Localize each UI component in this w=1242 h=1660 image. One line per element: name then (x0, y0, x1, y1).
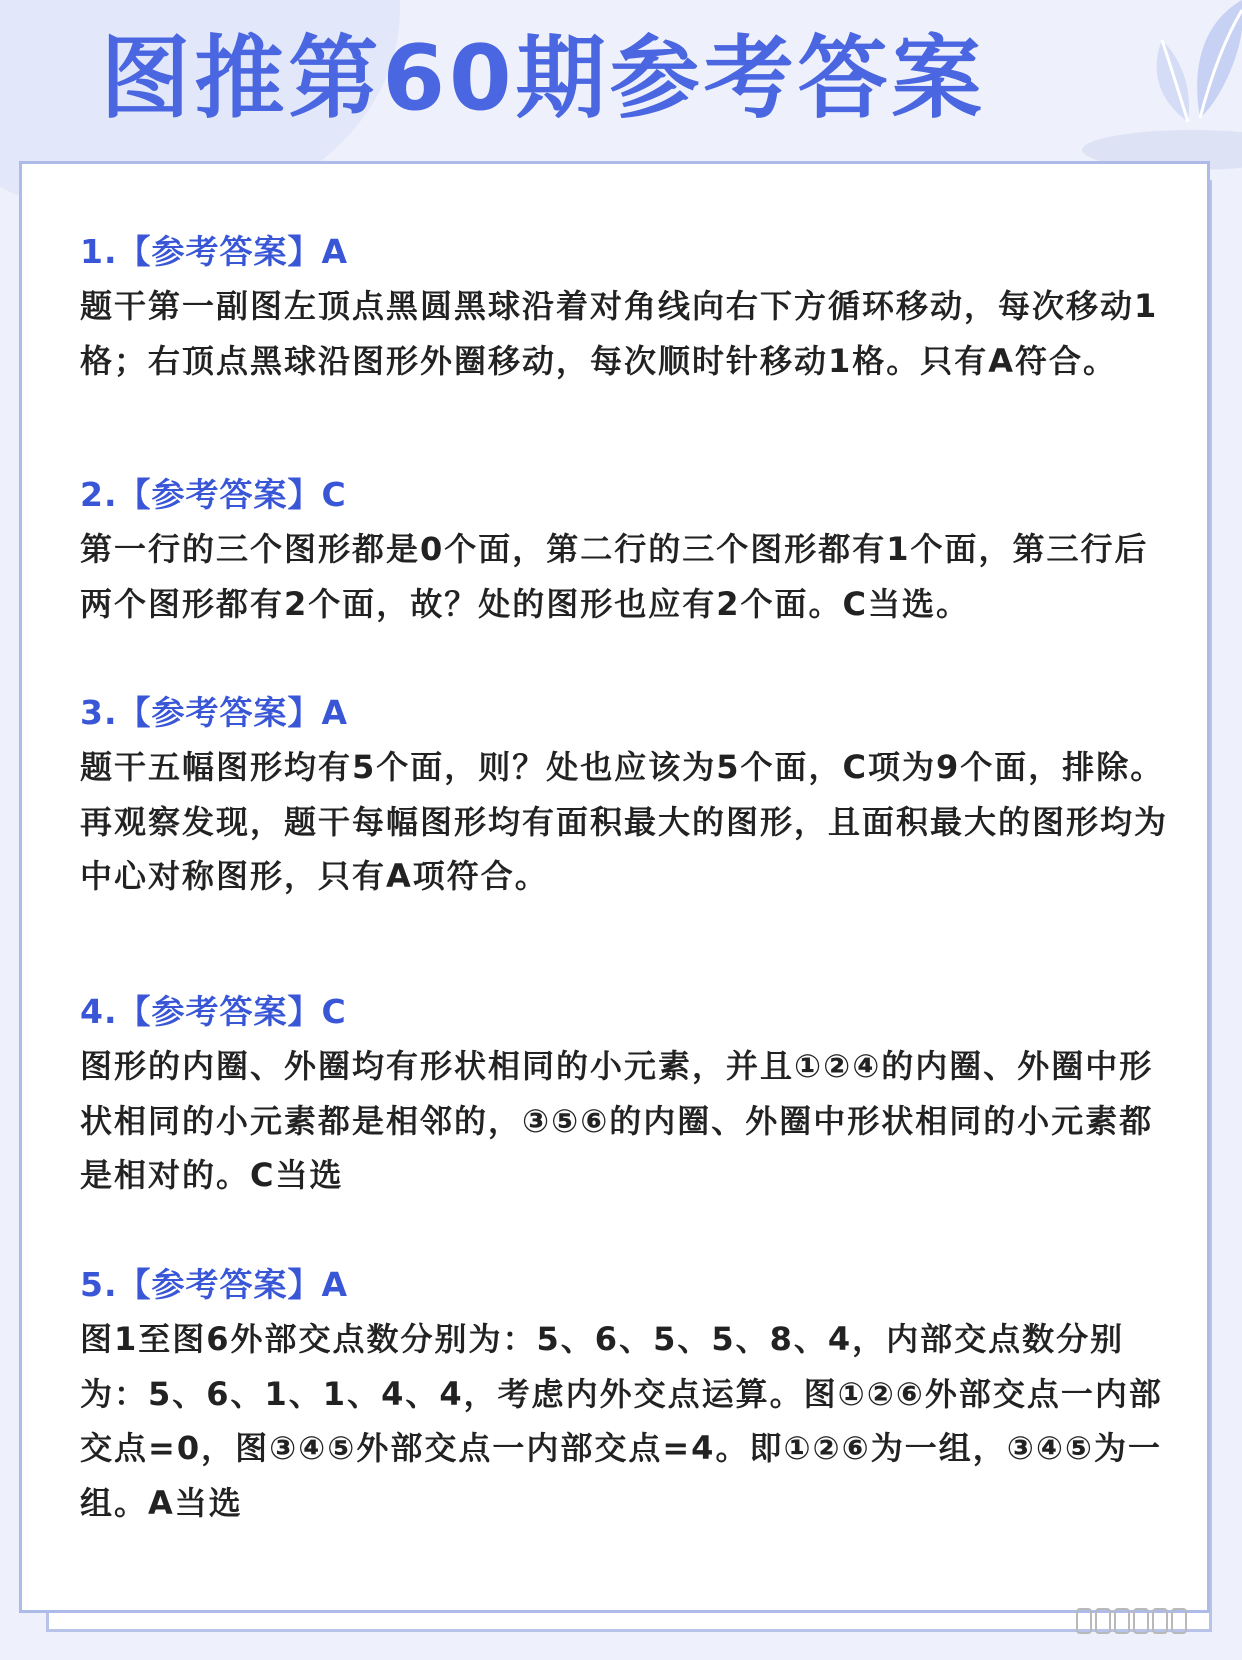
answer-item-3 (80, 686, 1170, 904)
answer-heading: 5.【参考答案】A (80, 1265, 349, 1304)
answer-explanation: 图1至图6外部交点数分别为：5、6、5、5、8、4，内部交点数分别为：5、6、1、1、4、4，考虑内外交点运算。图①②⑥外部交点一内部交点=0，图③④⑤外部交点一内部交点=4。即①②⑥为一组，③④⑤为一组。A当选 (80, 1320, 1163, 1522)
answer-item-2 (80, 468, 1170, 631)
page-title: 图推第60期参考答案 (100, 26, 986, 131)
watermark-icon (1076, 1608, 1206, 1638)
answer-explanation: 题干第一副图左顶点黑圆黑球沿着对角线向右下方循环移动，每次移动1格；右顶点黑球沿图形外圈移动，每次顺时针移动1格。只有A符合。 (80, 287, 1159, 380)
answer-explanation: 第一行的三个图形都是0个面，第二行的三个图形都有1个面，第三行后两个图形都有2个面，故？处的图形也应有2个面。C当选。 (80, 530, 1149, 623)
answer-item-5 (80, 1258, 1170, 1530)
answer-heading: 1.【参考答案】A (80, 232, 349, 271)
answer-item-4 (80, 985, 1170, 1203)
answer-heading: 4.【参考答案】C (80, 992, 347, 1031)
answer-explanation: 图形的内圈、外圈均有形状相同的小元素，并且①②④的内圈、外圈中形状相同的小元素都是相邻的，③⑤⑥的内圈、外圈中形状相同的小元素都是相对的。C当选 (80, 1047, 1154, 1194)
answer-item-1 (80, 225, 1170, 388)
answer-explanation: 题干五幅图形均有5个面，则？处也应该为5个面，C项为9个面，排除。再观察发现，题干每幅图形均有面积最大的图形，且面积最大的图形均为中心对称图形，只有A项符合。 (80, 748, 1169, 895)
answer-heading: 3.【参考答案】A (80, 693, 349, 732)
answer-heading: 2.【参考答案】C (80, 475, 347, 514)
